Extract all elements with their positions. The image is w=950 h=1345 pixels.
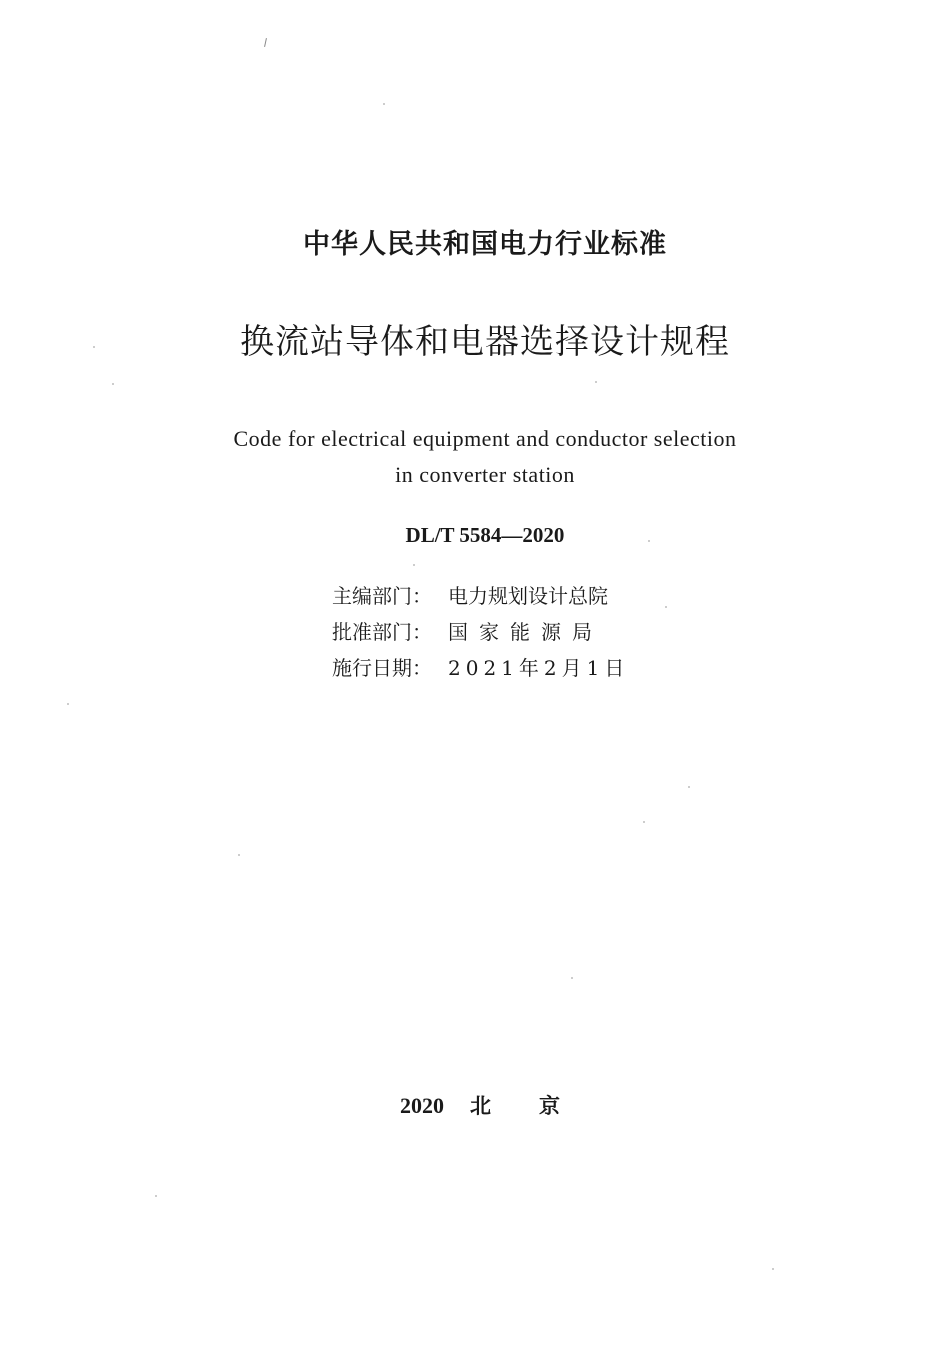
document-title-chinese: 换流站导体和电器选择设计规程 [240,322,730,362]
editor-value: 电力规划设计总院 [448,584,608,608]
scan-speck [413,564,415,566]
editor-label: 主编部门： [332,584,432,608]
standard-code: DL/T 5584—2020 [405,523,565,547]
publication-info [332,578,652,686]
scan-speck [648,540,650,542]
publication-footer [400,1090,608,1120]
scan-speck [112,383,114,385]
scan-speck [67,703,69,705]
scan-speck [595,381,597,383]
scan-speck [238,854,240,856]
standard-class-heading: 中华人民共和国电力行业标准 [303,229,667,260]
document-title-english-line2: in converter station [395,462,575,487]
scan-speck [93,346,95,348]
scan-mark [264,38,267,47]
effective-date-row [332,650,652,686]
approver-value: 国家能源局 [448,620,603,644]
scan-speck [383,103,385,105]
publish-city: 北京 [470,1094,608,1118]
publish-year: 2020 [400,1093,444,1118]
scan-speck [665,606,667,608]
document-title-english-line1: Code for electrical equipment and conductor selection [233,426,737,451]
scan-speck [688,786,690,788]
effective-date-value: 2021年2月1日 [448,656,630,680]
approver-row [332,614,652,650]
scan-speck [643,821,645,823]
scan-speck [772,1268,774,1270]
scan-speck [155,1195,157,1197]
effective-date-label: 施行日期： [332,656,432,680]
editor-row [332,578,652,614]
approver-label: 批准部门： [332,620,432,644]
scan-speck [571,977,573,979]
